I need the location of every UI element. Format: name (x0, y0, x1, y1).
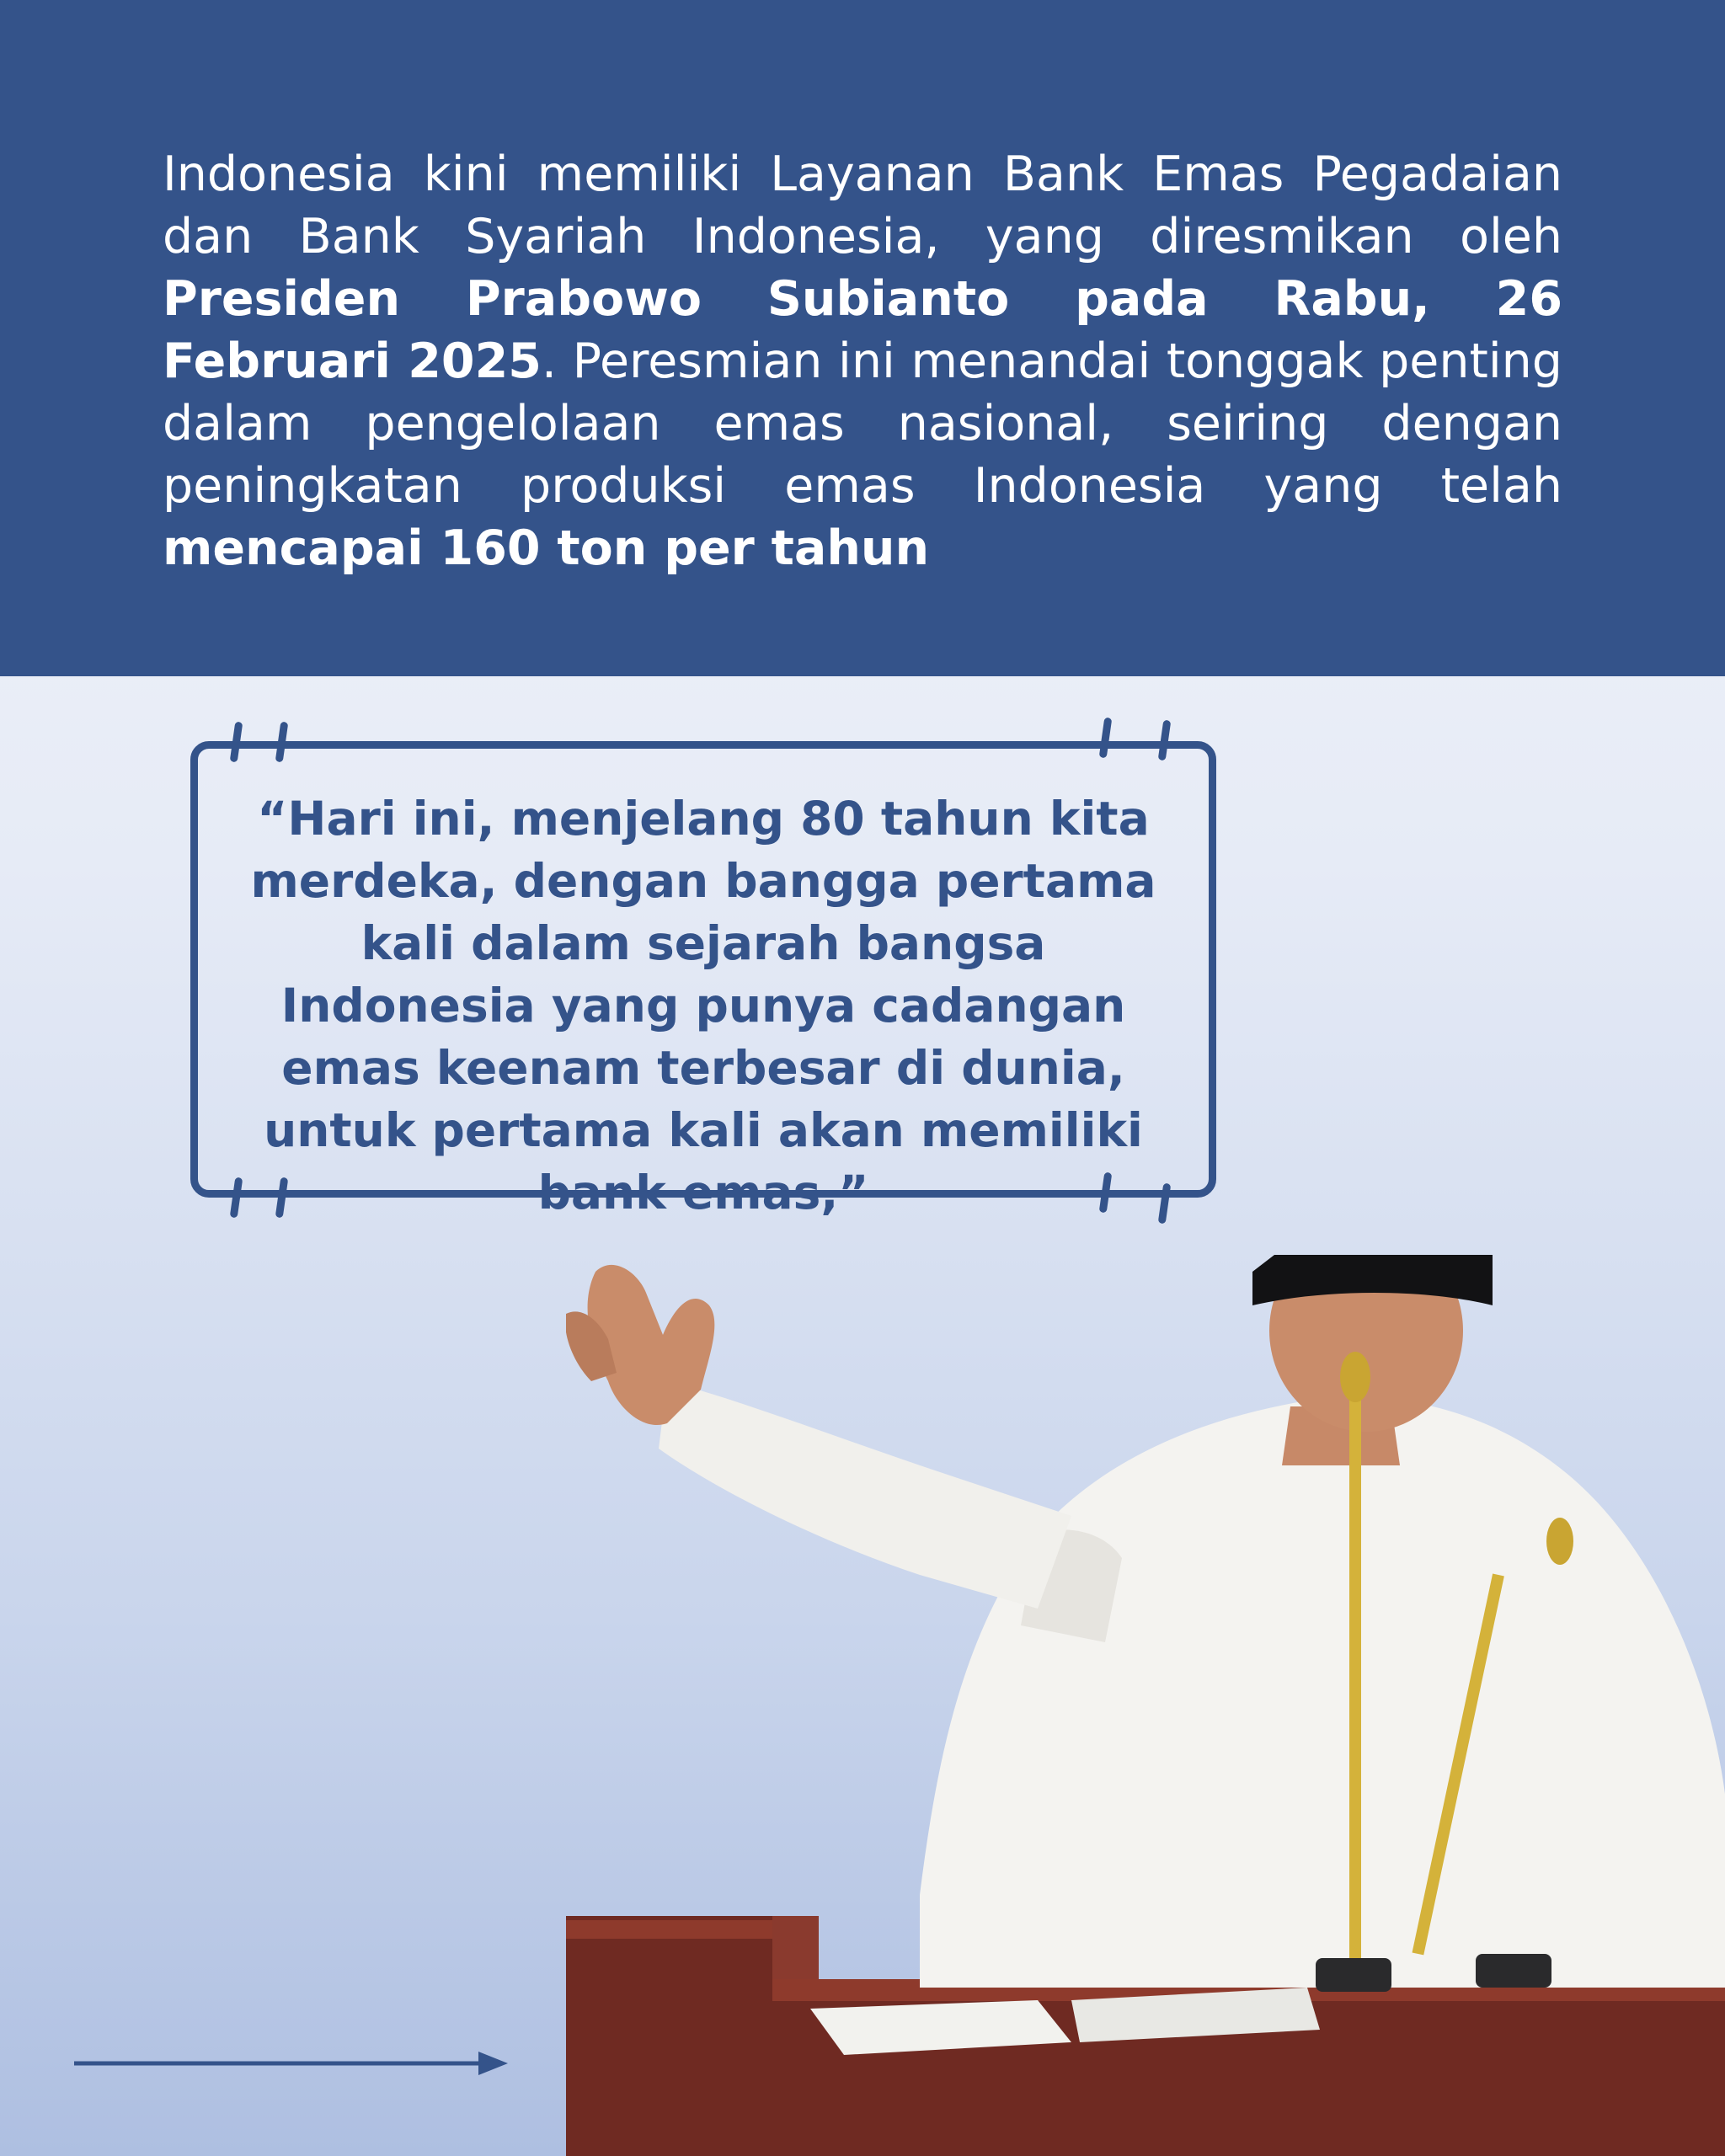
intro-text-1: Indonesia kini memiliki Layanan Bank Emas Pegadaian dan Bank Syariah Indonesia, yang diresmikan oleh (163, 147, 1562, 264)
quote-text: “Hari ini, menjelang 80 tahun kita merdeka, dengan bangga pertama kali dalam sejarah bangsa Indonesia yang punya cadangan emas keenam terbesar di dunia, untuk pertama kali akan memiliki bank emas,” (250, 792, 1156, 1219)
arrow-right-icon (74, 2047, 512, 2080)
intro-paragraph (163, 143, 1562, 579)
intro-text-2: . Peresmian ini menandai tonggak penting dalam pengelolaan emas nasional, seiring dengan peningkatan produksi emas Indonesia yang telah (163, 334, 1562, 514)
speaker-photo (566, 1255, 1725, 2156)
intro-bold-president-date: Presiden Prabowo Subianto pada Rabu, 26 Februari 2025 (163, 271, 1562, 389)
top-banner (0, 0, 1725, 676)
intro-bold-production: mencapai 160 ton per tahun (163, 520, 930, 576)
